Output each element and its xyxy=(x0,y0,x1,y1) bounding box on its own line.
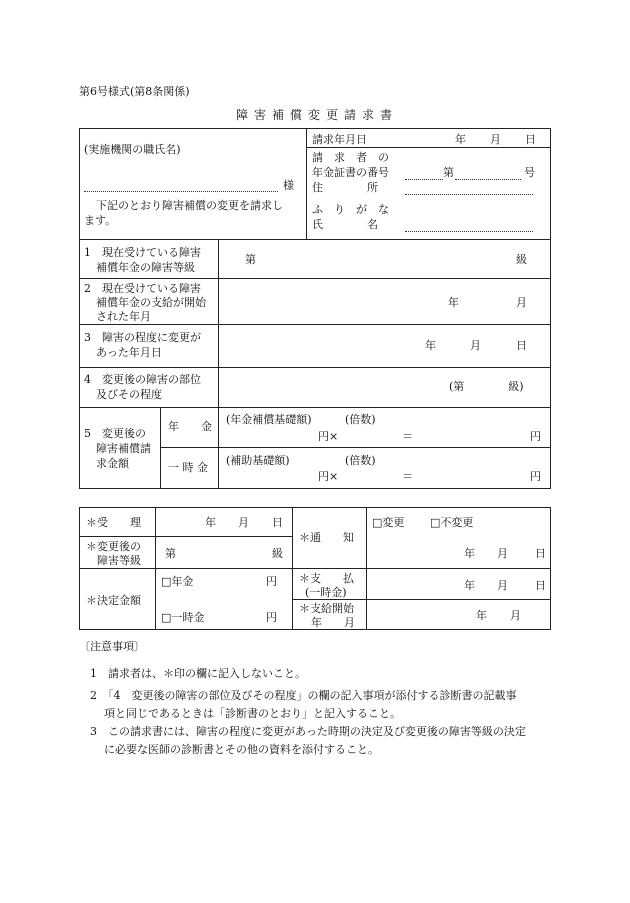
form-number: 第6号様式(第8条関係) xyxy=(79,85,190,98)
notes-heading: 〔注意事項〕 xyxy=(79,640,145,653)
payment-start-label: ＊支給開始 xyxy=(299,602,354,615)
furigana-label: ふ り が な xyxy=(312,203,389,216)
changed-checkbox[interactable]: □変更 xyxy=(372,516,405,529)
request-date-label: 請求年月日 xyxy=(312,133,367,146)
unchanged-checkbox[interactable]: □不変更 xyxy=(430,516,474,529)
note-2: 2 「4 変更後の障害の部位及びその程度」の欄の記入事項が添付する診断書の記載事 xyxy=(90,689,517,702)
sama-label: 様 xyxy=(283,179,294,192)
address-field[interactable] xyxy=(405,194,533,195)
note-1: 1 請求者は、＊印の欄に記入しないこと。 xyxy=(90,667,306,680)
page-title: 障害補償変更請求書 xyxy=(236,108,399,122)
decided-amount-label: ＊決定金額 xyxy=(86,594,141,607)
notice-label: ＊通 知 xyxy=(299,531,354,544)
disability-part-label: 4 変更後の障害の部位 xyxy=(84,373,201,386)
claim-amount-label: 5 変更後の xyxy=(84,427,146,440)
pension-label: 年 金 xyxy=(168,420,212,433)
change-date-label: 3 障害の程度に変更が xyxy=(84,331,201,344)
lump-sum-label: 一 時 金 xyxy=(168,461,208,474)
agency-label: (実施機関の職氏名) xyxy=(84,143,181,156)
name-label: 氏 名 xyxy=(312,218,378,231)
current-grade-label: 1 現在受けている障害 xyxy=(84,246,201,259)
payment-label: ＊支 払 xyxy=(299,572,354,585)
pension-checkbox[interactable]: □年金 xyxy=(161,575,194,588)
name-field[interactable] xyxy=(405,231,533,232)
address-label: 住 所 xyxy=(312,181,378,194)
receipt-label: ＊受 理 xyxy=(86,516,141,529)
lump-sum-checkbox[interactable]: □一時金 xyxy=(161,611,205,624)
pension-start-label: 2 現在受けている障害 xyxy=(84,282,201,295)
claimant-label: 請 求 者 の xyxy=(312,151,389,164)
note-3: 3 この請求書には、障害の程度に変更があった時期の決定及び変更後の障害等級の決定 xyxy=(90,725,526,738)
new-grade-label: ＊変更後の xyxy=(86,540,141,553)
request-text: 下記のとおり障害補償の変更を請求し xyxy=(96,199,283,212)
